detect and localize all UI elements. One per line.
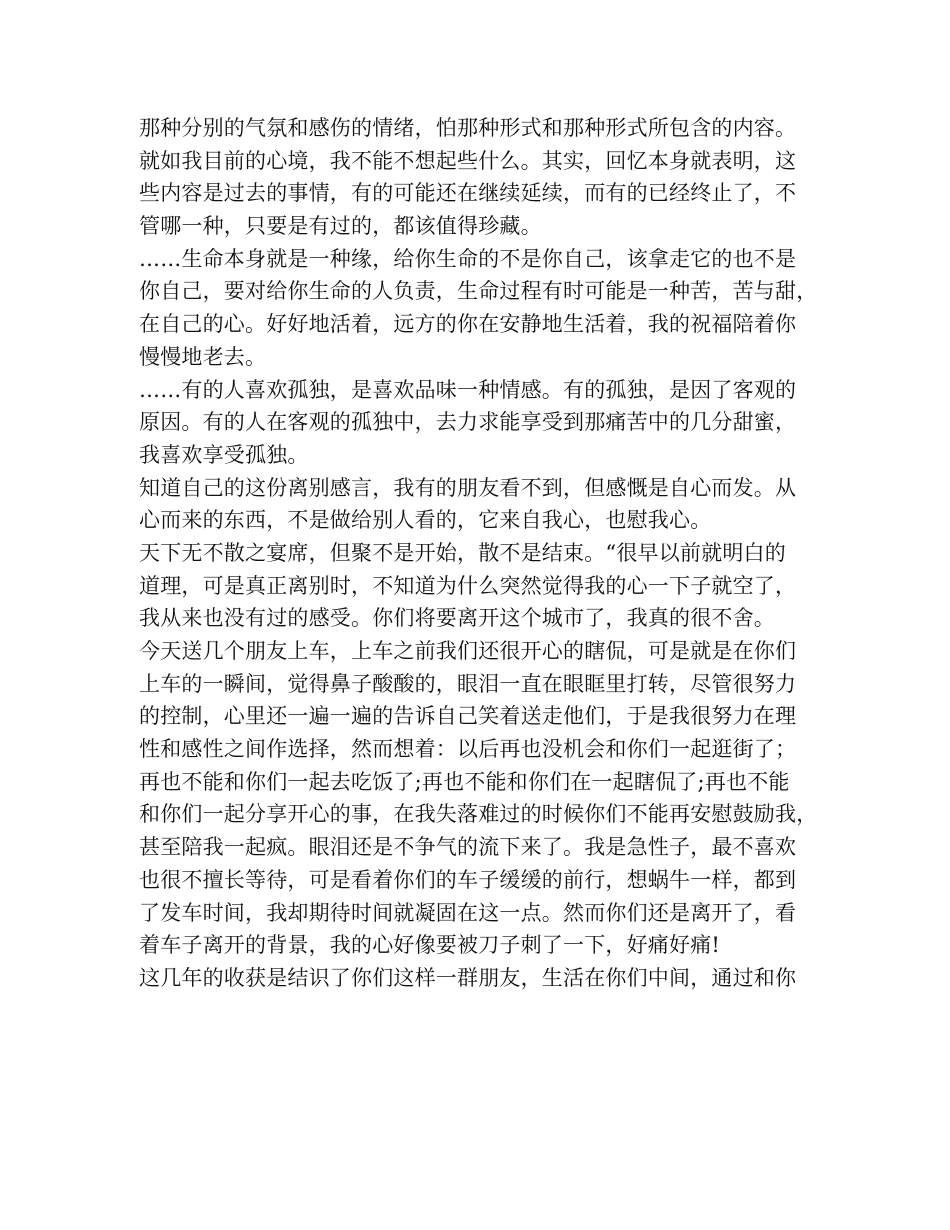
text-line: 就如我目前的心境，我不能不想起些什么。其实，回忆本身就表明，这	[139, 148, 797, 173]
text-line: 上车的一瞬间，觉得鼻子酸酸的，眼泪一直在眼眶里打转，尽管很努力	[139, 671, 797, 696]
text-line: 甚至陪我一起疯。眼泪还是不争气的流下来了。我是急性子，最不喜欢	[139, 835, 797, 860]
text-line: 原因。有的人在客观的孤独中，去力求能享受到那痛苦中的几分甜蜜，	[139, 410, 797, 435]
text-line: 今天送几个朋友上车，上车之前我们还很开心的瞎侃，可是就是在你们	[139, 639, 797, 663]
text-line: ……有的人喜欢孤独，是喜欢品味一种情感。有的孤独，是因了客观的	[139, 377, 797, 402]
text-line: 知道自己的这份离别感言，我有的朋友看不到，但感慨是自心而发。从	[139, 475, 797, 500]
text-line: 也很不擅长等待，可是看着你们的车子缓缓的前行，想蜗牛一样，都到	[139, 867, 797, 892]
text-line: 性和感性之间作选择，然而想着：以后再也没机会和你们一起逛街了；	[139, 737, 797, 762]
text-line: 道理，可是真正离别时，不知道为什么突然觉得我的心一下子就空了，	[139, 573, 797, 598]
text-line: 管哪一种，只要是有过的，都该值得珍藏。	[139, 214, 542, 239]
body-text	[139, 112, 829, 995]
text-line: 天下无不散之宴席，但聚不是开始，散不是结束。“很早以前就明白的	[139, 540, 786, 565]
text-line: 些内容是过去的事情，有的可能还在继续延续，而有的已经终止了，不	[139, 181, 797, 206]
text-line: 的控制，心里还一遍一遍的告诉自己笑着送走他们，于是我很努力在理	[139, 704, 797, 729]
text-line: 心而来的东西，不是做给别人看的，它来自我心，也慰我心。	[139, 508, 712, 533]
text-line: 在自己的心。好好地活着，远方的你在安静地生活着，我的祝福陪着你	[139, 312, 797, 337]
text-line: 了发车时间，我却期待时间就凝固在这一点。然而你们还是离开了，看	[139, 900, 797, 925]
text-line: 着车子离开的背景，我的心好像要被刀子刺了一下，好痛好痛!	[139, 933, 721, 958]
text-line: 这几年的收获是结识了你们这样一群朋友，生活在你们中间，通过和你	[139, 965, 797, 990]
text-line: 我从来也没有过的感受。你们将要离开这个城市了，我真的很不舍。	[139, 606, 775, 631]
text-line: 慢慢地老去。	[139, 344, 267, 369]
text-line: 你自己，要对给你生命的人负责，生命过程有时可能是一种苦，苦与甜，	[139, 279, 818, 304]
text-line: 那种分别的气氛和感伤的情绪，怕那种形式和那种形式所包含的内容。	[139, 116, 797, 140]
text-line: ……生命本身就是一种缘，给你生命的不是你自己，该拿走它的也不是	[139, 246, 797, 271]
text-line: 再也不能和你们一起去吃饭了;再也不能和你们在一起瞎侃了;再也不能	[139, 769, 790, 794]
text-line: 我喜欢享受孤独。	[139, 442, 309, 467]
text-line: 和你们一起分享开心的事，在我失落难过的时候你们不能再安慰鼓励我，	[139, 802, 818, 827]
